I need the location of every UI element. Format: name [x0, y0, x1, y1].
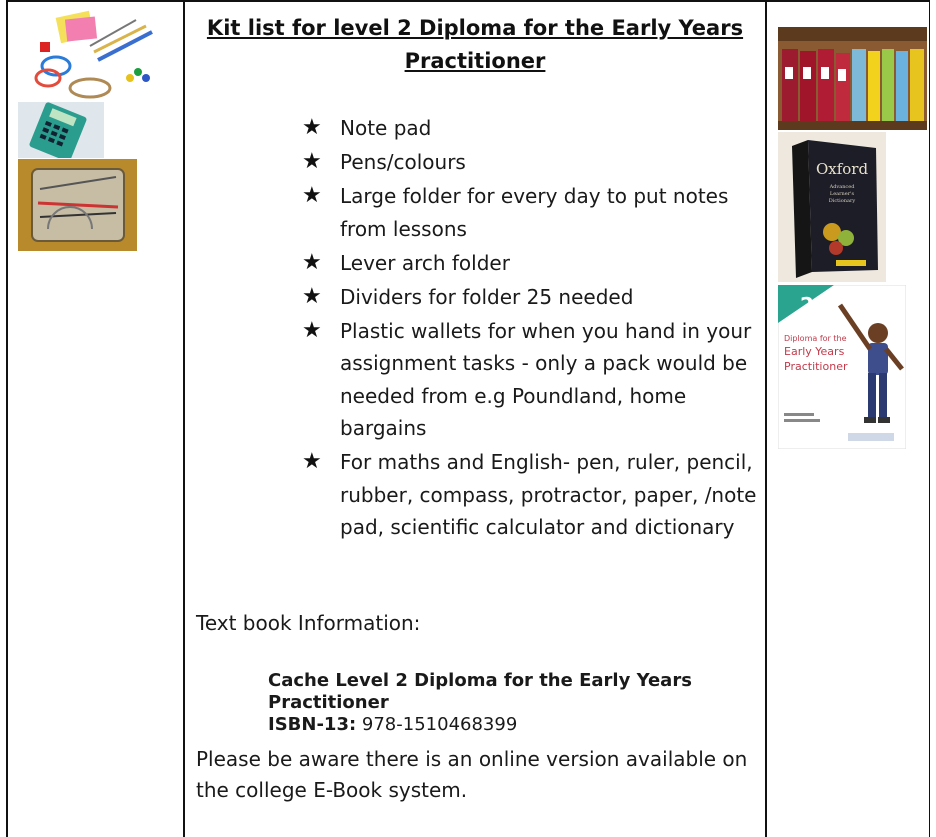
star-bullet-icon: ★: [302, 115, 322, 140]
kit-list: [302, 112, 762, 545]
cover-line-3: Practitioner: [784, 360, 848, 373]
kit-list-item: ★ Note pad: [302, 112, 762, 145]
svg-text:Learner's: Learner's: [829, 191, 855, 197]
lever-arch-folders-image: [778, 27, 927, 130]
table-border-col1: [183, 0, 185, 837]
dictionary-cover-title: Oxford: [815, 160, 869, 178]
kit-list-item: ★ Dividers for folder 25 needed: [302, 281, 762, 314]
table-border-right: [929, 0, 930, 837]
textbook-details: [268, 670, 758, 736]
ebook-note: Please be aware there is an online version available on the college E-Book system.: [196, 747, 748, 802]
textbook-cover-image: [778, 285, 906, 449]
stationery-image: [18, 8, 158, 100]
star-bullet-icon: ★: [302, 449, 322, 474]
isbn-line: [268, 714, 758, 736]
page-title: Kit list for level 2 Diploma for the Early Years Practitioner: [206, 16, 744, 73]
kit-list-item: ★ Large folder for every day to put notes from lessons: [302, 180, 762, 245]
kit-list-item: ★ Lever arch folder: [302, 247, 762, 280]
kit-list-item: ★ Plastic wallets for when you hand in your assignment tasks - only a pack would be needed from e.g Poundland, home bargains: [302, 315, 762, 445]
star-bullet-icon: ★: [302, 317, 322, 343]
kit-list-item: ★ Pens/colours: [302, 146, 762, 179]
table-border-left: [6, 0, 8, 837]
cover-line-1: Diploma for the: [784, 334, 847, 343]
textbook-heading: Text book Information:: [196, 611, 421, 635]
table-top-border: [6, 0, 930, 2]
star-bullet-icon: ★: [302, 149, 322, 174]
star-bullet-icon: ★: [302, 249, 322, 275]
svg-text:Dictionary: Dictionary: [828, 198, 856, 204]
kit-list-item: ★ For maths and English- pen, ruler, pencil, rubber, compass, protractor, paper, /note pad, scientific calculator and dictionary: [302, 446, 762, 544]
star-bullet-icon: ★: [302, 283, 322, 309]
oxford-dictionary-image: [778, 132, 886, 282]
cover-line-2: Early Years: [784, 345, 845, 358]
textbook-title: Cache Level 2 Diploma for the Early Years Practitioner: [268, 670, 692, 713]
calculator-image: [18, 102, 104, 158]
isbn-value: 978-1510468399: [361, 714, 518, 735]
table-border-col2: [765, 0, 767, 837]
svg-text:Advanced: Advanced: [829, 184, 855, 190]
cover-level-number: 2: [800, 293, 814, 317]
star-bullet-icon: ★: [302, 183, 322, 208]
pencil-tin-image: [18, 159, 137, 251]
isbn-label: ISBN-13:: [268, 714, 357, 735]
